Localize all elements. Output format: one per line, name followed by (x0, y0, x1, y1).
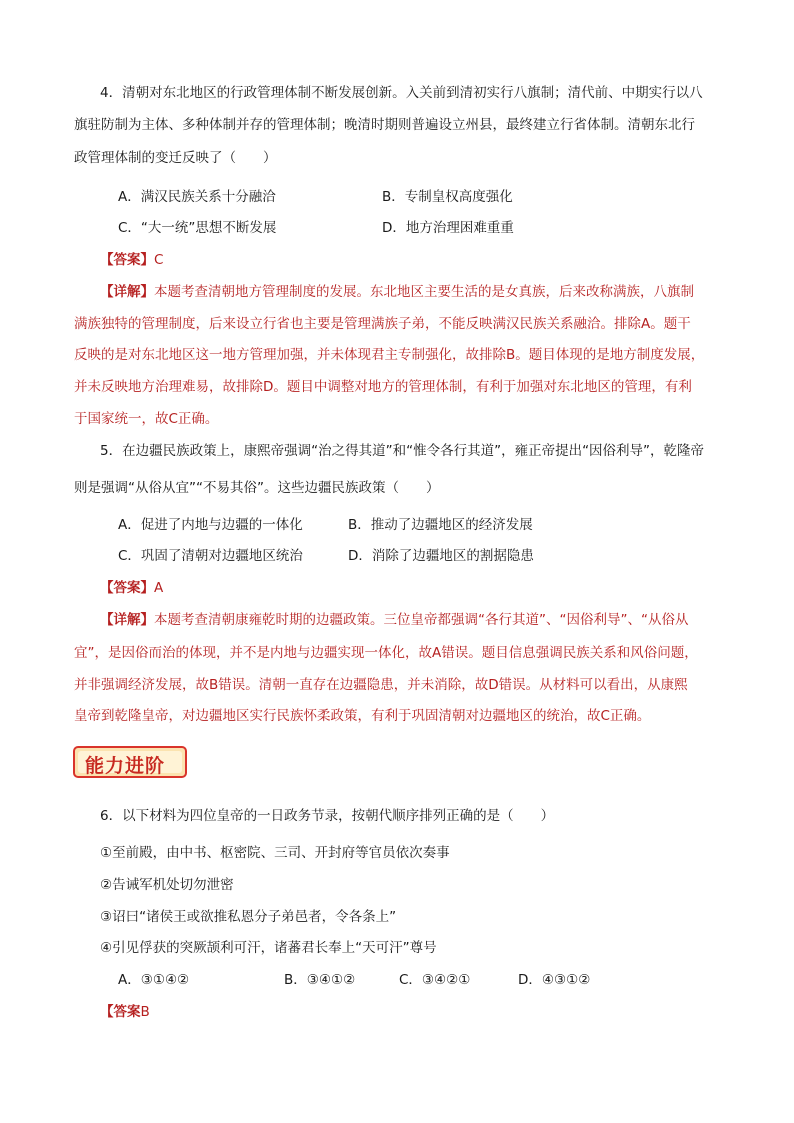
q4-detail-tag: 【详解】 (100, 284, 154, 300)
q6-item-2: ②告诫军机处切勿泄密 (100, 877, 234, 893)
badge-frame (73, 746, 187, 778)
section-badge-label: 能力进阶 (85, 755, 166, 777)
q6-item-3: ③诏曰“诸侯王或欲推私恩分子弟邑者，令各条上” (100, 909, 397, 925)
q5-option-c: C．巩固了清朝对边疆地区统治 (118, 548, 303, 564)
q4-detail-line-5: 于国家统一，故C正确。 (74, 411, 219, 427)
q4-stem-line-2: 旗驻防制为主体、多种体制并存的管理体制；晚清时期则普遍设立州县，最终建立行省体制。清朝东北行 (74, 117, 695, 133)
q6-item-4: ④引见俘获的突厥颉利可汗，诸蕃君长奉上“天可汗”尊号 (100, 940, 437, 956)
q4-answer-tag: 【答案】 (100, 252, 154, 268)
q6-option-a: A．③①④② (118, 972, 190, 988)
q4-answer-value: C (154, 252, 164, 268)
q5-answer-value: A (154, 580, 164, 596)
q5-detail-line-3: 并非强调经济发展，故B错误。清朝一直存在边疆隐患，并未消除，故D错误。从材料可以看出，从康熙 (74, 677, 688, 693)
q5-answer-tag: 【答案】 (100, 580, 154, 596)
q6-answer-tag: 【答案 (100, 1004, 141, 1020)
q5-answer (100, 578, 163, 598)
q6-item-1: ①至前殿，由中书、枢密院、三司、开封府等官员依次奏事 (100, 845, 450, 861)
q5-option-b: B．推动了边疆地区的经济发展 (348, 517, 533, 533)
q6-option-b: B．③④①② (284, 972, 356, 988)
q4-option-c: C．“大一统”思想不断发展 (118, 220, 277, 236)
q5-stem-line-2: 则是强调“从俗从宜”“不易其俗”。这些边疆民族政策（ ） (74, 480, 440, 496)
q6-answer-value: B (140, 1004, 150, 1020)
q6-option-c: C．③④②① (399, 972, 471, 988)
q4-detail-line-2: 满族独特的管理制度，后来设立行省也主要是管理满族子弟，不能反映满汉民族关系融洽。排除A。题干 (74, 316, 691, 332)
q4-stem-line-3: 政管理体制的变迁反映了（ ） (74, 150, 277, 166)
q5-detail-text-1: 本题考查清朝康雍乾时期的边疆政策。三位皇帝都强调“各行其道”、“因俗利导”、“从俗从 (154, 612, 689, 628)
q4-option-d: D．地方治理困难重重 (382, 220, 514, 236)
q6-stem: 6．以下材料为四位皇帝的一日政务节录，按朝代顺序排列正确的是（ ） (100, 808, 555, 824)
q4-answer (100, 250, 163, 270)
q4-option-a: A．满汉民族关系十分融洽 (118, 189, 276, 205)
q5-detail-line-1 (100, 610, 688, 630)
q6-answer (100, 1002, 150, 1022)
q4-detail-line-4: 并未反映地方治理难易，故排除D。题目中调整对地方的管理体制，有利于加强对东北地区的管理，有利 (74, 379, 692, 395)
q5-detail-line-4: 皇帝到乾隆皇帝，对边疆地区实行民族怀柔政策，有利于巩固清朝对边疆地区的统治，故C正确。 (74, 708, 651, 724)
q5-option-d: D．消除了边疆地区的割据隐患 (348, 548, 534, 564)
q4-detail-line-3: 反映的是对东北地区这一地方管理加强，并未体现君主专制强化，故排除B。题目体现的是地方制度发展， (74, 347, 705, 363)
q6-option-d: D．④③①② (518, 972, 591, 988)
q4-option-b: B．专制皇权高度强化 (382, 189, 513, 205)
section-badge (73, 742, 189, 780)
q5-stem-line-1: 5．在边疆民族政策上，康熙帝强调“治之得其道”和“惟令各行其道”，雍正帝提出“因俗利导”，乾隆帝 (100, 443, 705, 459)
q4-stem-line-1: 4．清朝对东北地区的行政管理体制不断发展创新。入关前到清初实行八旗制；清代前、中期实行以八 (100, 85, 703, 101)
q4-detail-text-1: 本题考查清朝地方管理制度的发展。东北地区主要生活的是女真族，后来改称满族，八旗制 (154, 284, 694, 300)
q5-option-a: A．促进了内地与边疆的一体化 (118, 517, 303, 533)
q4-detail-line-1 (100, 282, 694, 302)
q5-detail-line-2: 宜”，是因俗而治的体现，并不是内地与边疆实现一体化，故A错误。题目信息强调民族关系和风俗问题， (74, 645, 698, 661)
q5-detail-tag: 【详解】 (100, 612, 154, 628)
